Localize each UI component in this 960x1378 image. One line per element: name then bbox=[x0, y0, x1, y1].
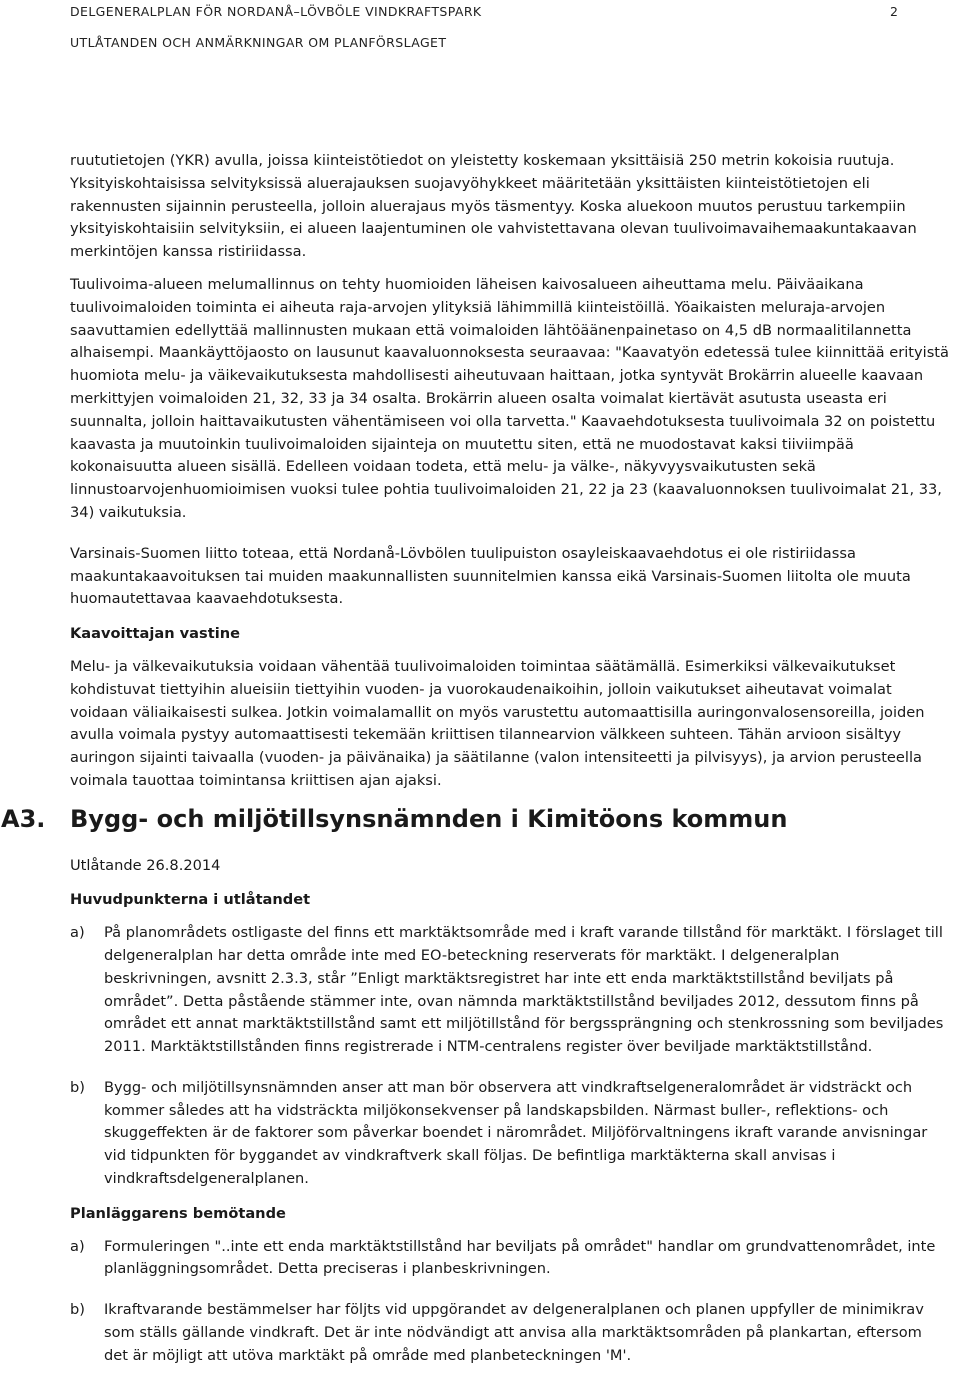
paragraph-regional-council: Varsinais-Suomen liitto toteaa, että Nordanå-Lövbölen tuulipuiston osayleiskaavaehdotus ei ole ristiriidassa maakuntakaavoituksen tai muiden maakunnallisten suunnitelmien kanssa eikä Varsinais-Suomen liitolta ole muuta huomautettavaa kaavaehdotuksesta. bbox=[70, 544, 911, 608]
response-heading: Kaavoittajan vastine bbox=[70, 625, 240, 643]
planner-point-b bbox=[70, 1299, 950, 1367]
page-number: 2 bbox=[890, 4, 898, 19]
section-title: Bygg- och miljötillsynsnämnden i Kimitöons kommun bbox=[70, 804, 788, 833]
list-label: b) bbox=[70, 1301, 85, 1319]
paragraph-noise-modelling: Tuulivoima-alueen melumallinnus on tehty huomioiden läheisen kaivosalueen aiheuttama melu. Päiväaikana tuulivoimaloiden toiminta ei aiheuta raja-arvojen ylityksiä lähimmillä kiinteistöillä. Yöaikaisten meluraja-arvojen saavuttamien edellyttää mallinnusten mukaan että voimaloiden lähtöäänenpainetaso on 4,5 dB normaalitilannetta alhaisempi. Maankäyttöjaosto on lausunut kaavaluonnoksesta seuraavaa: "Kaavatyön edetessä tulee kiinnittää erityistä huomiota melu- ja väikevaikutuksesta mahdollisesti aiheutuvaan haittaan, jotka syntyvät Brokärrin alueelle kaavaan merkittyjen voimaloiden 21, 32, 33 ja 34 osalta. Brokärrin alueen osalta voimalat kiertävät asutusta useasta eri suunnalta, jolloin haittavaikutusten vähentämiseen voi olla tarvetta." Kaavaehdotuksesta tuulivoimala 32 on poistettu kaavasta ja muutoinkin tuulivoimaloiden sijainteja on muutettu siten, että ne muodostavat kaksi tiiviimpää kokonaisuutta alueen sisällä. Edelleen voidaan todeta, että melu- ja välke-, näkyvyysvaikutusten sekä linnustoarvojenhuomioimisen vuoksi tulee pohtia tuulivoimaloiden 21, 22 ja 23 (kaavaluonnoksen tuulivoimalat 21, 33, 34) vaikutuksia. bbox=[70, 275, 949, 521]
list-label: a) bbox=[70, 1237, 85, 1255]
main-point-a bbox=[70, 922, 950, 1059]
running-header-title: DELGENERALPLAN FÖR NORDANÅ–LÖVBÖLE VINDKRAFTSPARK bbox=[70, 4, 482, 19]
list-label: b) bbox=[70, 1078, 85, 1096]
section-heading bbox=[1, 804, 950, 833]
list-item-text: På planområdets ostligaste del finns ett marktäktsområde med i kraft varande tillstånd för marktäkt. I förslaget till delgeneralplan har detta område inte med EO-beteckning reserverats för marktäkt. I delgeneralplan beskrivningen, avsnitt 2.3.3, står ”Enligt marktäktsregistret har inte ett enda marktäktstillstånd beviljats på området”. Detta påstående stämmer inte, ovan nämnda marktäktstillstånd beviljades 2012, dessutom finns på området ett annat marktäktstillstånd samt ett miljötillstånd för bergssprängning och stenkrossning som beviljades 2011. Marktäktstillstånden finns registrerade i NTM-centralens register över beviljade marktäktstillstånd. bbox=[104, 924, 944, 1056]
planner-point-a bbox=[70, 1236, 950, 1282]
statement-date: Utlåtande 26.8.2014 bbox=[70, 856, 221, 874]
paragraph-ykr: ruututietojen (YKR) avulla, joissa kiinteistötiedot on yleistetty koskemaan yksittäisiä 250 metrin kokoisia ruutuja. Yksityiskohtaisissa selvityksissä aluerajauksen suojavyöhykkeet määritetään yksittäisten kiinteistötietojen eli rakennusten sijainnin perusteella, jolloin aluerajaus myös täsmentyy. Koska aluekoon muutos perustuu tarkempiin yksityiskohtaisiin selvityksiin, ei alueen laajentuminen ole vahvistettavana olevan tuulivoimavaihemaakuntakaavan merkintöjen kanssa ristiriidassa. bbox=[70, 152, 917, 261]
main-points-heading: Huvudpunkterna i utlåtandet bbox=[70, 891, 311, 909]
document-body bbox=[1, 150, 950, 1368]
section-number: A3. bbox=[1, 804, 46, 833]
paragraph-response: Melu- ja välkevaikutuksia voidaan vähentää tuulivoimaloiden toimintaa säätämällä. Esimerkiksi välkevaikutukset kohdistuvat tiettyihin alueisiin tiettyihin vuoden- ja vuorokaudenaikoihin, jolloin vaikutukset aiheutavat voimalat voidaan väliaikaisesti sulkea. Jotkin voimalamallit on myös varustettu automaattisilla auringonvalosensoreilla, joiden avulla voimala pystyy automaattisesti tekemään kriittisen tilannearvion välkkeen suhteen. Tähän arvioon sisältyy auringon sijainti taivaalla (vuoden- ja päivänaika) ja säätilanne (valon intensiteetti ja pilvisyys), ja arvion perusteella voimala tauottaa toimintansa kriittisen ajan ajaksi. bbox=[70, 657, 925, 789]
planner-response-heading: Planläggarens bemötande bbox=[70, 1204, 286, 1222]
running-header-subtitle: UTLÅTANDEN OCH ANMÄRKNINGAR OM PLANFÖRSLAGET bbox=[70, 35, 447, 50]
list-item-text: Formuleringen "..inte ett enda marktäktstillstånd har beviljats på området" handlar om grundvattenområdet, inte planläggningsområdet. Detta preciseras i planbeskrivningen. bbox=[104, 1237, 936, 1278]
list-item-text: Ikraftvarande bestämmelser har följts vid uppgörandet av delgeneralplanen och planen uppfyller de minimikrav som ställs gällande vindkraft. Det är inte nödvändigt att anvisa alla marktäktsområden på plankartan, eftersom det är möjligt att utöva marktäkt på område med planbeteckningen 'M'. bbox=[104, 1301, 924, 1364]
list-label: a) bbox=[70, 924, 85, 942]
list-item-text: Bygg- och miljötillsynsnämnden anser att man bör observera att vindkraftselgeneralområdet är vidsträckt och kommer således att ha vidsträckta miljökonsekvenser på landskapsbilden. Närmast buller-, reflektions- och skuggeffekten är de faktorer som påverkar boendet i närområdet. Miljöförvaltningens ikraft varande anvisningar vid tidpunkten för byggandet av vindkraftverk skall följas. De befintliga marktäkterna skall anvisas i vindkraftsdelgeneralplanen. bbox=[104, 1078, 928, 1188]
main-point-b bbox=[70, 1077, 950, 1191]
